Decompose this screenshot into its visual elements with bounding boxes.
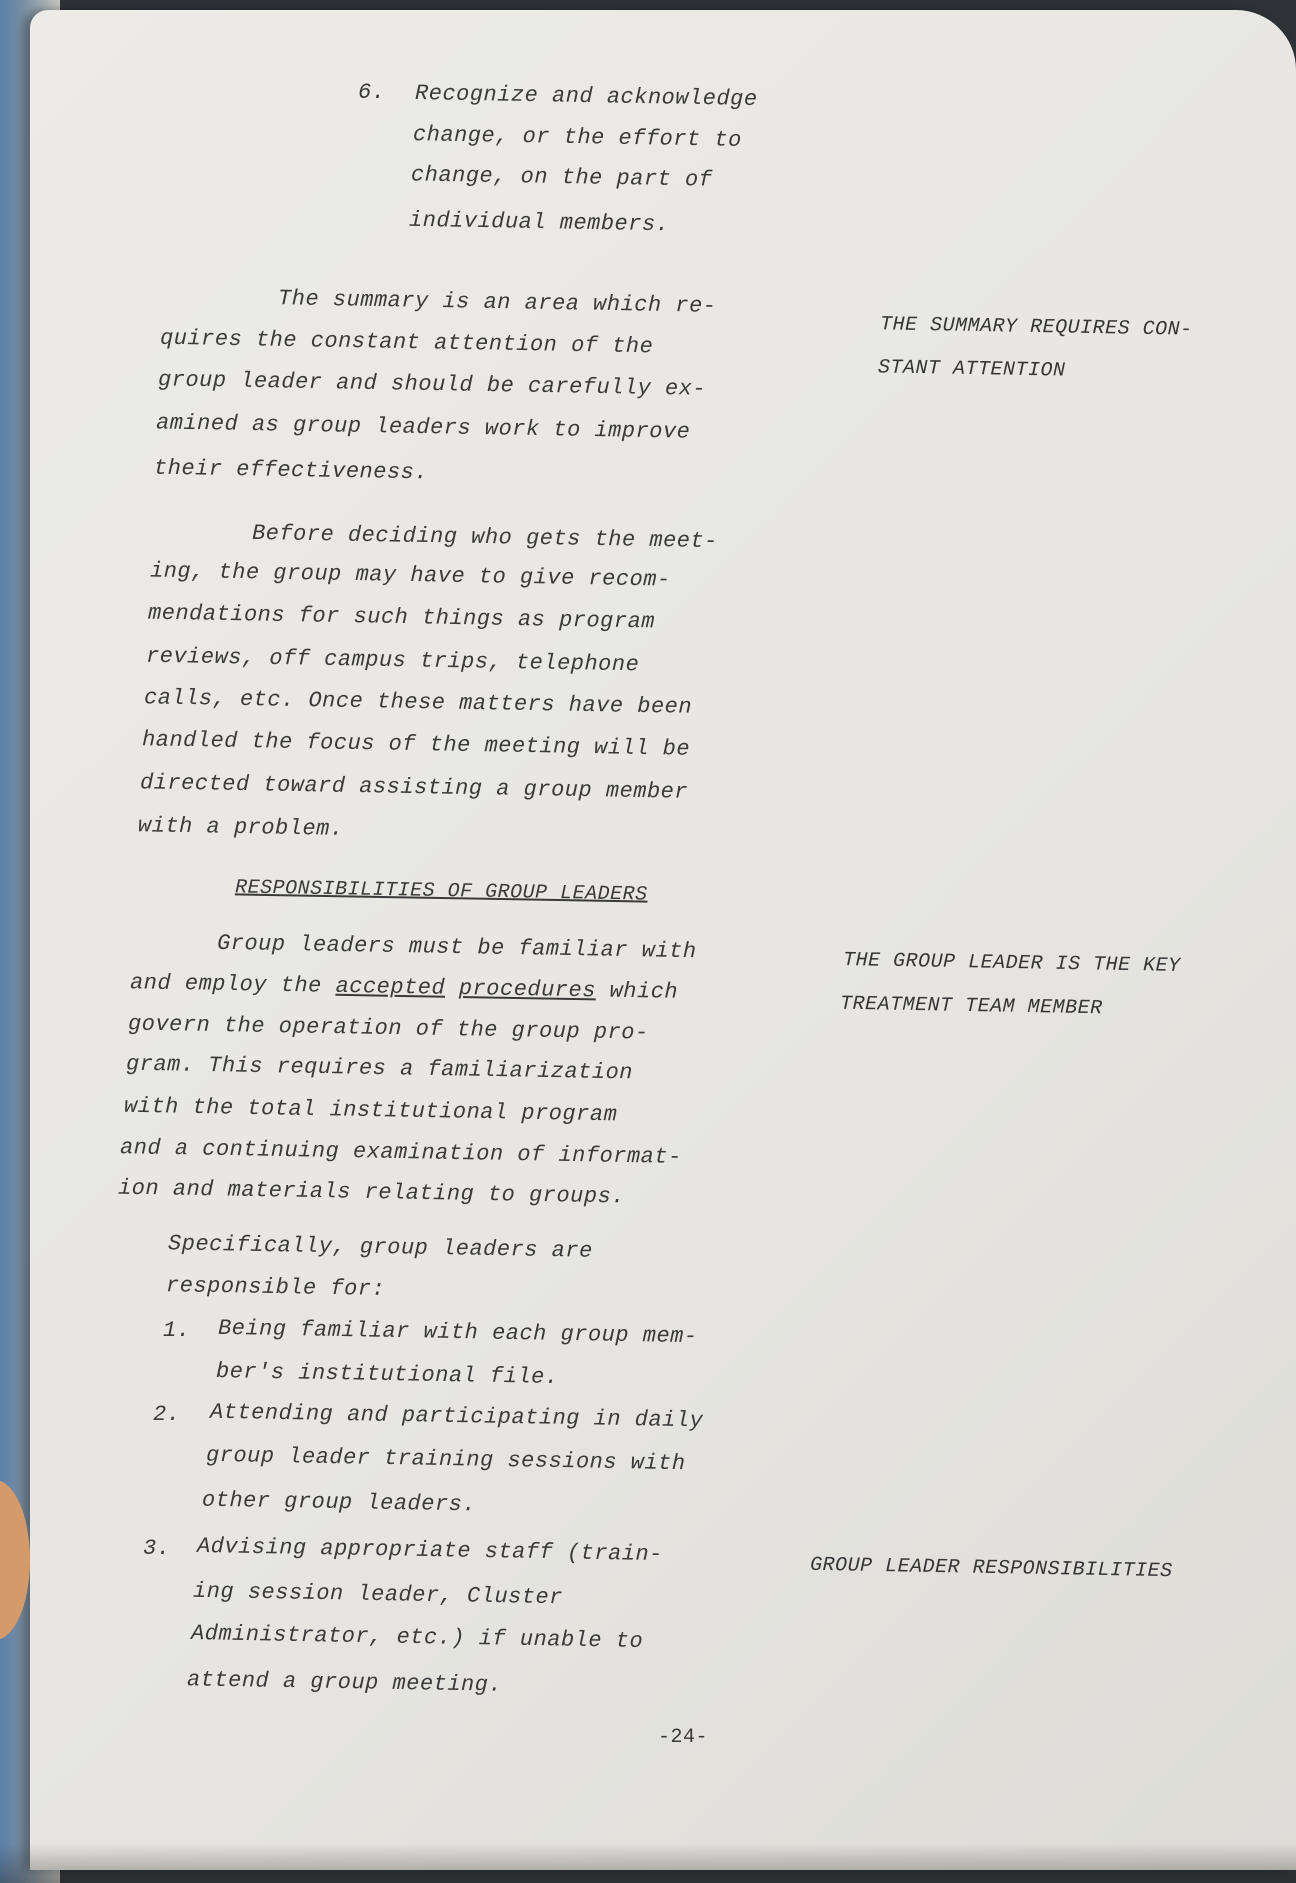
specifically-line: Specifically, group leaders are — [167, 1231, 593, 1264]
meeting-line: ing, the group may have to give recom- — [149, 558, 671, 593]
responsibilities-line: and a continuing examination of informat- — [119, 1135, 682, 1170]
meeting-line: with a problem. — [137, 813, 344, 842]
list-item-line: Advising appropriate staff (train- — [196, 1533, 664, 1568]
list-item-line: group leader training sessions with — [205, 1442, 686, 1477]
margin-note-key-member: THE GROUP LEADER IS THE KEY — [842, 949, 1181, 978]
list-item-line: ber's institutional file. — [215, 1359, 559, 1390]
margin-note-summary: STANT ATTENTION — [877, 356, 1066, 383]
margin-note-key-member: TREATMENT TEAM MEMBER — [839, 992, 1103, 1021]
responsibilities-line: ion and materials relating to groups. — [117, 1175, 626, 1210]
meeting-line: Before deciding who gets the meet- — [251, 520, 719, 555]
meeting-line: handled the focus of the meeting will be — [141, 727, 691, 762]
section-heading: RESPONSIBILITIES OF GROUP LEADERS — [234, 876, 648, 907]
item-6-line: individual members. — [408, 207, 670, 238]
meeting-line: calls, etc. Once these matters have been — [143, 685, 693, 720]
responsibilities-line: govern the operation of the group pro- — [127, 1011, 649, 1046]
underlined-word: procedures — [458, 975, 597, 1004]
summary-line: The summary is an area which re- — [277, 286, 717, 319]
underlined-word: accepted — [335, 973, 446, 1001]
list-number: 2. — [153, 1402, 181, 1427]
responsibilities-line: with the total institutional program — [123, 1093, 618, 1128]
list-item-line: attend a group meeting. — [186, 1667, 503, 1698]
page-number: -24- — [658, 1726, 709, 1749]
margin-note-responsibilities: GROUP LEADER RESPONSIBILITIES — [809, 1553, 1173, 1584]
text-run: which — [595, 978, 679, 1005]
item-6-line: change, or the effort to — [412, 122, 743, 153]
specifically-line: responsible for: — [165, 1273, 386, 1302]
item-6-line: change, on the part of — [410, 162, 713, 193]
responsibilities-line: gram. This requires a familiarization — [125, 1051, 634, 1086]
item-6-line: Recognize and acknowledge — [414, 81, 758, 112]
responsibilities-line: Group leaders must be familiar with — [216, 930, 697, 965]
list-item-line: Being familiar with each group mem- — [217, 1315, 698, 1350]
meeting-line: directed toward assisting a group member — [139, 770, 689, 805]
summary-line: group leader and should be carefully ex- — [157, 367, 707, 402]
list-item-line: Attending and participating in daily — [209, 1399, 704, 1434]
list-item-line: ing session leader, Cluster — [192, 1578, 564, 1611]
list-number: 3. — [143, 1536, 171, 1561]
text-run: and employ the — [129, 970, 336, 999]
list-item-line: Administrator, etc.) if unable to — [190, 1621, 644, 1654]
summary-line: their effectiveness. — [153, 455, 429, 486]
meeting-line: reviews, off campus trips, telephone — [145, 643, 640, 678]
margin-note-summary: THE SUMMARY REQUIRES CON- — [879, 313, 1193, 342]
summary-line: quires the constant attention of the — [159, 325, 654, 360]
item-6-number: 6. — [358, 80, 386, 105]
list-number: 1. — [163, 1318, 191, 1343]
meeting-line: mendations for such things as program — [147, 600, 656, 635]
bottom-shadow — [0, 1843, 1296, 1883]
list-item-line: other group leaders. — [201, 1487, 477, 1518]
summary-line: amined as group leaders work to improve — [155, 410, 691, 445]
